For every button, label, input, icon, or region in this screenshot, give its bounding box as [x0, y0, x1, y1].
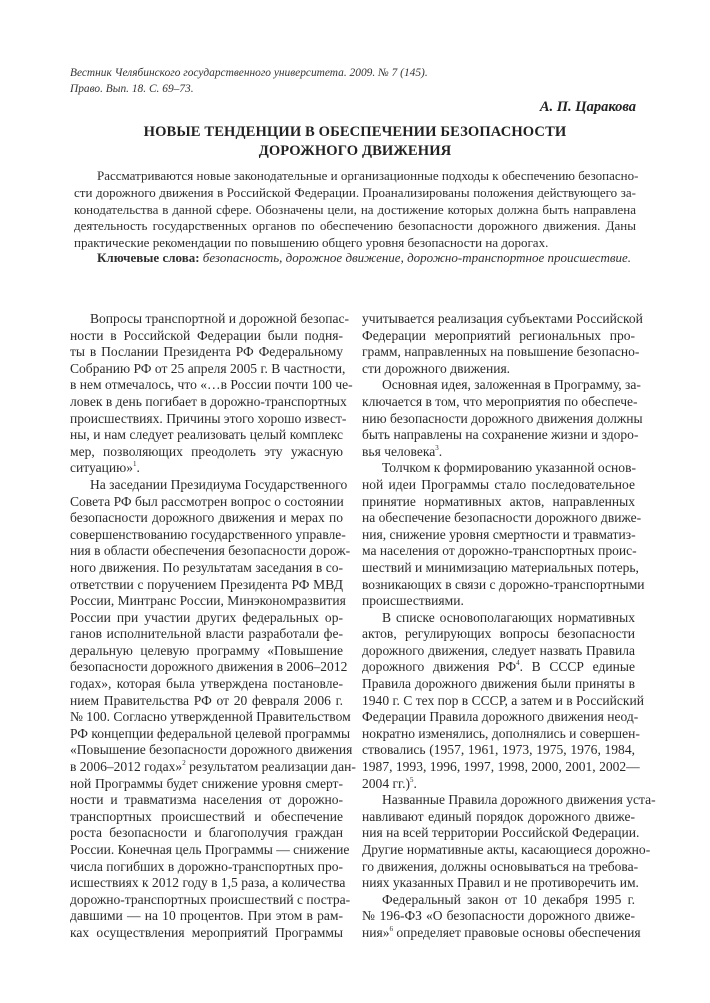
- body-line: безопасности дорожного движения и мерах по: [70, 510, 343, 526]
- body-line: № 196-ФЗ «О безопасности дорожного движе-: [362, 908, 635, 924]
- body-line: происшествиях. Причины этого хорошо извест-: [70, 410, 347, 426]
- keywords-text: безопасность, дорожное движение, дорожно-транспортное происшествие.: [202, 250, 631, 265]
- body-line: [362, 776, 635, 793]
- journal-citation-line: Вестник Челябинского государственного университета. 2009. № 7 (145).: [70, 67, 428, 79]
- journal-citation-line: Право. Вып. 18. С. 69–73.: [70, 82, 194, 95]
- footnote-ref[interactable]: 5: [409, 775, 414, 784]
- keywords-label: Ключевые слова:: [97, 250, 200, 265]
- body-line: совершенствованию государственного управле-: [70, 526, 346, 542]
- body-line: ния в области обеспечения безопасности дорож-: [70, 543, 351, 559]
- body-line: ной идеи Программы стало последовательное: [362, 476, 635, 492]
- body-line: в нем отмечалось, что «…в России почти 100 че-: [70, 377, 353, 393]
- footnote-ref[interactable]: 4: [516, 659, 520, 668]
- body-line: Вопросы транспортной и дорожной безопас-: [90, 311, 350, 326]
- body-line: Федерации Правила дорожного движения неод-: [362, 709, 639, 725]
- body-text: .: [413, 775, 417, 791]
- article-title-line: ДОРОЖНОГО ДВИЖЕНИЯ: [258, 143, 452, 159]
- body-line: го движения, должны основываться на требова-: [362, 858, 639, 874]
- footnote-ref[interactable]: 2: [182, 759, 186, 768]
- body-line: Толчком к формированию указанной основ-: [382, 460, 636, 476]
- body-line: [362, 924, 641, 942]
- body-line: ловек в день погибает в дорожно-транспортных: [70, 393, 347, 409]
- body-text: .: [136, 460, 140, 476]
- body-text: вья человека: [362, 443, 436, 459]
- body-line: на обеспечение безопасности дорожного движе-: [362, 510, 642, 526]
- body-line: ответствии с поручением Президента РФ МВД: [70, 576, 343, 592]
- body-line: ма населения от дорожно-транспортных проис-: [362, 543, 637, 559]
- body-line: ной Программы будет снижение уровня смерт-: [70, 775, 343, 791]
- body-line: шествий и минимизацию материальных потерь,: [362, 559, 639, 575]
- body-column-right: [362, 311, 656, 942]
- body-line: 1987, 1993, 1996, 1997, 1998, 2000, 2001, 2002—: [362, 759, 640, 775]
- body-line: нократно изменялись, дополнялись и совершен-: [362, 725, 640, 741]
- body-line: числа погибших в дорожно-транспортных про-: [70, 858, 343, 874]
- footnote-ref[interactable]: 1: [133, 460, 137, 469]
- abstract: [74, 168, 639, 252]
- body-line: ганов исполнительной власти разработали фе-: [70, 626, 343, 642]
- body-line: «Повышение безопасности дорожного движения: [70, 742, 353, 758]
- body-line: ны, и нам следует реализовать целый комплекс: [70, 427, 343, 443]
- body-line: Правила дорожного движения были приняты в: [362, 676, 635, 692]
- body-line: происшествиями.: [362, 593, 464, 609]
- body-line: РФ концепции федеральной целевой программы: [70, 725, 351, 741]
- body-line: быть направлены на сохранение жизни и здоро-: [362, 427, 639, 443]
- body-line: ках осуществления мероприятий Программы: [70, 924, 343, 940]
- body-line: ты в Послании Президента РФ Федеральному: [70, 344, 343, 360]
- body-text: в 2006–2012 годах»: [70, 759, 183, 775]
- body-line: Собранию РФ от 25 апреля 2005 г. В частности,: [70, 360, 346, 376]
- journal-citation: [70, 66, 570, 97]
- body-text: определяет правовые основы обеспечения: [396, 924, 641, 940]
- body-text: 2004 гг.): [362, 775, 410, 791]
- body-line: нием Правительства РФ от 20 февраля 2006 г.: [70, 692, 343, 708]
- body-line: Совета РФ был рассмотрен вопрос о состоянии: [70, 493, 344, 509]
- body-line: навливают единый порядок дорожного движе-: [362, 808, 635, 824]
- body-line: Основная идея, заложенная в Программу, за-: [382, 377, 641, 393]
- body-column-left: [70, 311, 356, 942]
- abstract-line: сти дорожного движения в Российской Федерации. Проанализированы положения действующего за-: [74, 184, 636, 200]
- abstract-line: Рассматриваются новые законодательные и организационные подходы к обеспечению безопасно-: [97, 168, 639, 183]
- body-line: годах», которая была утверждена постановле-: [70, 676, 343, 692]
- author-name: А. П. Царакова: [539, 99, 636, 115]
- body-line: ния, снижение уровня смертности и травматиз-: [362, 526, 636, 542]
- body-line: [362, 444, 635, 461]
- body-line: грамм, направленных на повышение безопасно-: [362, 344, 640, 360]
- body-text: результатом реализации дан-: [185, 759, 356, 775]
- body-line: принятие нормативных актов, направленных: [362, 493, 635, 509]
- body-line: России при участии других федеральных ор-: [70, 609, 343, 625]
- body-line: Другие нормативные акты, касающиеся дорожно-: [362, 842, 651, 857]
- body-line: транспортных происшествий и обеспечение: [70, 808, 343, 824]
- body-line: актов, регулирующих вопросы безопасности: [362, 626, 635, 642]
- body-line: ности в Российской Федерации были подня-: [70, 327, 343, 343]
- body-line: Федерации мероприятий региональных про-: [362, 327, 635, 343]
- body-text: ситуацию»: [70, 460, 134, 476]
- body-line: возникающих в связи с дорожно-транспортными: [362, 576, 645, 592]
- body-line: В списке основополагающих нормативных: [382, 609, 635, 625]
- body-text: ния»: [362, 924, 390, 940]
- body-line: № 100. Согласно утвержденной Правительством: [70, 709, 351, 725]
- body-text: дорожного движения РФ: [362, 659, 517, 675]
- abstract-line: конодательства в данной сфере. Обозначены цели, на достижение которых должна быть направлена: [74, 201, 636, 217]
- footnote-ref[interactable]: 3: [435, 443, 439, 452]
- article-title: [70, 123, 640, 161]
- body-line: учитывается реализация субъектами Российской: [362, 311, 643, 326]
- body-line: сти дорожного движения.: [362, 360, 511, 376]
- body-line: ключается в том, что мероприятия по обеспече-: [362, 393, 638, 409]
- body-line: ного движения. По результатам заседания в со-: [70, 559, 343, 575]
- body-line: исшествиях к 2012 году в 1,5 раза, а количества: [70, 875, 346, 891]
- body-line: ности и травматизма населения от дорожно-: [70, 792, 343, 808]
- body-line: нию безопасности дорожного движения должны: [362, 410, 643, 426]
- keywords: [97, 250, 631, 266]
- body-line: ствовались (1957, 1961, 1973, 1975, 1976, 1984,: [362, 742, 635, 758]
- abstract-line: деятельность государственных органов по обеспечению безопасности дорожного движения. Даны: [74, 218, 636, 234]
- body-line: роста безопасности и благополучия граждан: [70, 825, 343, 841]
- abstract-line: практические рекомендации по повышению общего уровня безопасности на дорогах.: [74, 235, 549, 251]
- footnote-ref[interactable]: 6: [389, 924, 394, 933]
- body-line: 1940 г. С тех пор в СССР, а затем и в Российский: [362, 692, 644, 708]
- body-line: На заседании Президиума Государственного: [90, 476, 348, 492]
- body-line: [70, 759, 356, 776]
- body-line: безопасности дорожного движения в 2006–2012: [70, 659, 348, 675]
- body-line: ниях указанных Правил и не противоречить им.: [362, 875, 639, 891]
- body-line: Названные Правила дорожного движения уста-: [382, 792, 656, 808]
- body-line: Федеральный закон от 10 декабря 1995 г.: [382, 891, 635, 907]
- article-title-line: НОВЫЕ ТЕНДЕНЦИИ В ОБЕСПЕЧЕНИИ БЕЗОПАСНОСТИ: [143, 124, 567, 140]
- body-line: России, Минтранс России, Минэкономразвития: [70, 593, 346, 609]
- body-line: дорожно-транспортных происшествий с постра-: [70, 891, 351, 907]
- body-line: [70, 460, 343, 477]
- body-text: . В СССР единые: [519, 659, 635, 675]
- body-line: мер, позволяющих преодолеть эту ужасную: [70, 443, 343, 459]
- body-line: дорожного движения, следует назвать Правила: [362, 642, 635, 658]
- body-line: России. Конечная цель Программы — снижение: [70, 842, 350, 857]
- body-line: деральную целевую программу «Повышение: [70, 642, 343, 658]
- body-line: [362, 659, 635, 676]
- body-text: .: [438, 443, 443, 459]
- body-line: ния на всей территории Российской Федерации.: [362, 825, 640, 841]
- body-line: давшими — на 10 процентов. При этом в рам-: [70, 908, 343, 924]
